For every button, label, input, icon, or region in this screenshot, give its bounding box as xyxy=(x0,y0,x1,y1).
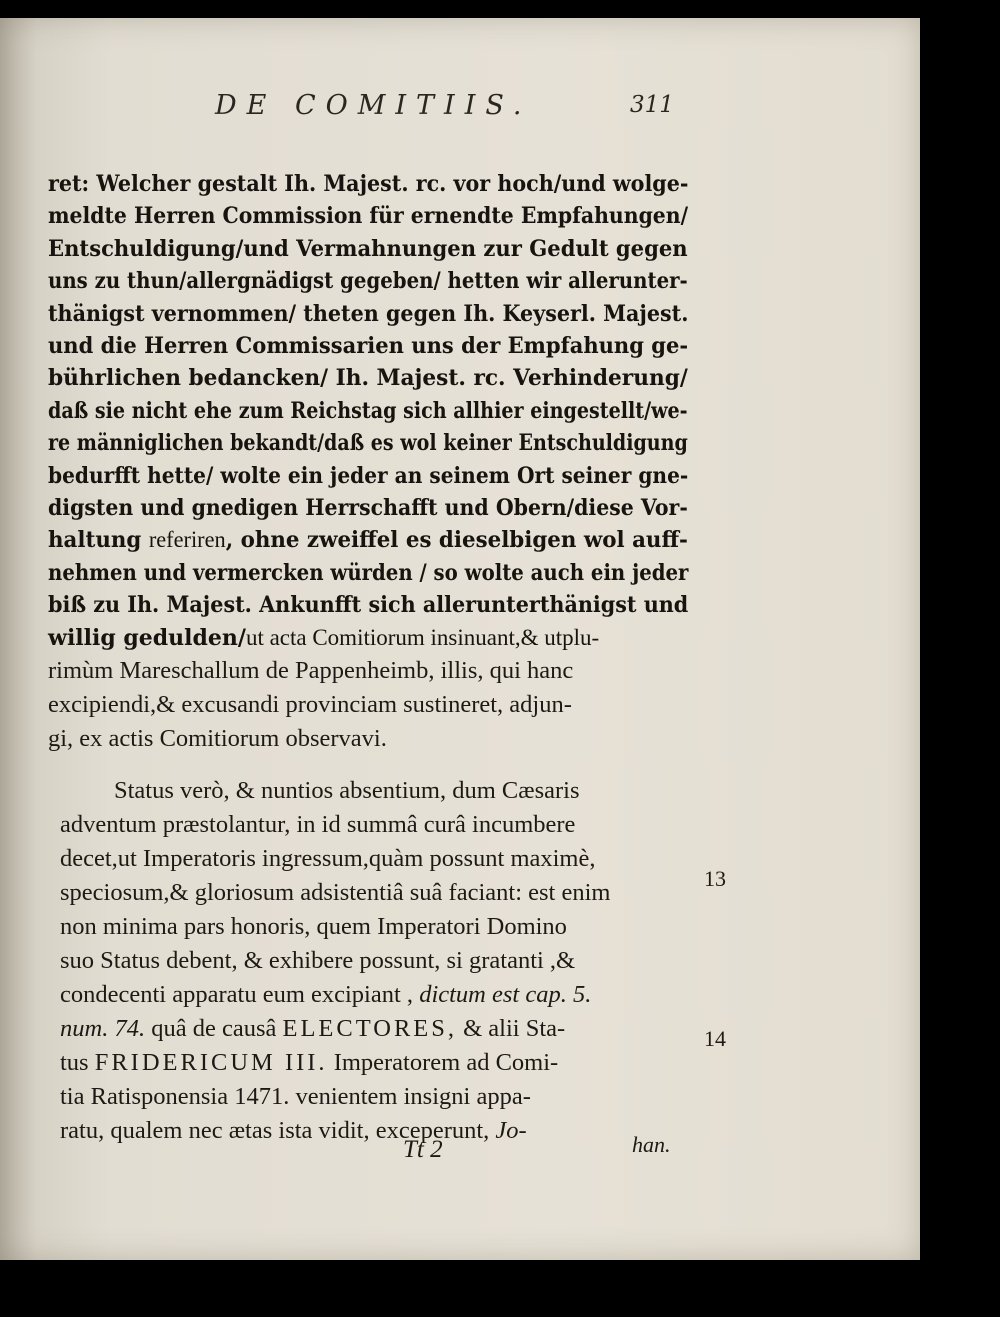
text-line: thänigst vernommen/ theten gegen Ih. Keyserl. Majest. xyxy=(48,300,689,327)
page-number: 311 xyxy=(630,92,674,118)
latin-word: referiren xyxy=(148,527,226,553)
text-line: bedurfft hette/ wolte ein jeder an seinem Ort seiner gne- xyxy=(48,462,689,489)
text-line xyxy=(60,978,710,1012)
text-fragment: condecenti apparatu eum excipiant , xyxy=(60,981,414,1008)
citation: dictum est cap. 5. xyxy=(419,981,592,1008)
text-line: decet,ut Imperatoris ingressum,quàm possunt maximè, xyxy=(60,845,596,872)
text-line: Status verò, & nuntios absentium, dum Cæsaris xyxy=(114,777,580,804)
text-line: biß zu Ih. Majest. Ankunfft sich allerunterthänigst und xyxy=(48,592,689,619)
running-head: DE COMITIIS. xyxy=(215,90,532,121)
marginal-number: 13 xyxy=(704,866,726,891)
latin-fragment: ut acta Comitiorum insinuant,& utplu- xyxy=(245,624,600,650)
text-fragment: quâ de causâ xyxy=(151,1015,277,1042)
book-page xyxy=(0,18,920,1260)
text-line xyxy=(48,622,688,654)
text-fragment: willig gedulden/ xyxy=(48,624,246,651)
text-line: excipiendi,& excusandi provinciam sustineret, adjun- xyxy=(48,691,572,719)
text-fragment: Imperatorem ad Comi- xyxy=(333,1049,559,1076)
text-line: meldte Herren Commission für ernendte Empfahungen/ xyxy=(48,203,689,230)
text-line: und die Herren Commissarien uns der Empfahung ge- xyxy=(48,333,689,360)
text-line: nehmen und vermercken würden / so wolte auch ein jeder xyxy=(48,559,689,586)
page-footer xyxy=(0,1132,920,1168)
signature-mark: Tt 2 xyxy=(403,1136,443,1163)
text-fragment: ratu, qualem nec ætas ista vidit, exceperunt, xyxy=(60,1117,490,1144)
text-line: re männiglichen bekandt/daß es wol keiner Entschuldigung xyxy=(48,430,688,457)
text-line: ret: Welcher gestalt Ih. Majest. rc. vor hoch/und wolge- xyxy=(48,171,689,197)
text-line: bührlichen bedancken/ Ih. Majest. rc. Verhinderung/ xyxy=(48,365,688,392)
latin-paragraph xyxy=(60,774,710,1148)
text-fragment: & alii Sta- xyxy=(463,1015,566,1042)
text-fragment: Jo- xyxy=(495,1117,527,1144)
text-line: daß sie nicht ehe zum Reichstag sich allhier eingestellt/we- xyxy=(48,397,688,424)
page-header xyxy=(0,90,920,130)
blackletter-paragraph xyxy=(48,168,688,756)
text-line: adventum præstolantur, in id summâ curâ incumbere xyxy=(60,811,576,838)
text-line xyxy=(48,524,688,556)
text-line: digsten und gnedigen Herrschafft und Obern/diese Vor- xyxy=(48,495,688,522)
text-line: Entschuldigung/und Vermahnungen zur Gedult gegen xyxy=(48,235,688,262)
text-line: speciosum,& gloriosum adsistentiâ suâ faciant: est enim xyxy=(60,879,611,906)
marginal-number: 14 xyxy=(704,1026,726,1051)
text-line: suo Status debent, & exhibere possunt, si gratanti ,& xyxy=(60,947,576,974)
text-line: uns zu thun/allergnädigst gegeben/ hetten wir allerunter- xyxy=(48,268,688,295)
text-line xyxy=(60,1012,710,1046)
small-caps-name: FRIDERICUM III. xyxy=(94,1049,328,1076)
catchword: han. xyxy=(632,1132,671,1157)
text-line: rimùm Mareschallum de Pappenheimb, illis, qui hanc xyxy=(48,657,574,685)
text-line xyxy=(60,1046,710,1080)
text-line: non minima pars honoris, quem Imperatori Domino xyxy=(60,913,567,940)
citation: num. 74. xyxy=(60,1015,146,1042)
text-line: tia Ratisponensia 1471. venientem insigni appa- xyxy=(60,1083,531,1110)
text-fragment: , ohne zweiffel es dieselbigen wol auff- xyxy=(225,527,688,554)
text-fragment: tus xyxy=(60,1049,89,1076)
small-caps-name: ELECTORES, xyxy=(282,1015,457,1042)
text-fragment: haltung xyxy=(48,527,142,554)
text-line: gi, ex actis Comitiorum observavi. xyxy=(48,725,387,753)
